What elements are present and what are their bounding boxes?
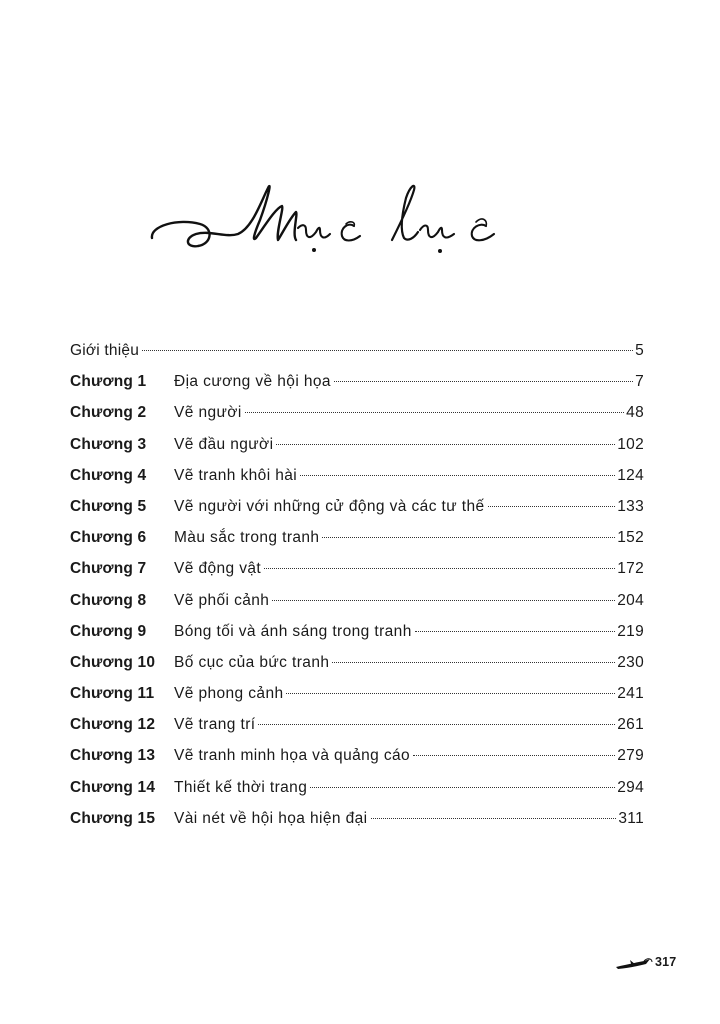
toc-entry <box>70 498 644 529</box>
toc-entry <box>70 623 644 654</box>
toc-entry <box>70 810 644 841</box>
toc-chapter-number: Chương 4 <box>70 466 147 484</box>
toc-entry <box>70 779 644 810</box>
toc-page-number: 5 <box>635 342 644 359</box>
toc-chapter-title: Vẽ đầu người <box>174 435 274 453</box>
toc-chapter-title: Vài nét về hội họa hiện đại <box>174 809 368 827</box>
toc-entry <box>70 747 644 778</box>
toc-entry <box>70 467 644 498</box>
calligraphy-title-icon <box>148 168 538 268</box>
toc-page-number: 241 <box>617 685 644 703</box>
dot-leader <box>264 568 615 569</box>
dot-leader <box>245 412 624 413</box>
toc-chapter-title: Bố cục của bức tranh <box>174 653 330 671</box>
dot-leader <box>415 631 616 632</box>
dot-leader <box>334 381 633 382</box>
toc-chapter-number: Chương 2 <box>70 404 147 422</box>
toc-entry <box>70 592 644 623</box>
toc-chapter-title: Vẽ tranh minh họa và quảng cáo <box>174 747 411 765</box>
toc-chapter-title: Vẽ người với những cử động và các tư thế <box>174 497 485 515</box>
toc-page-number: 311 <box>618 809 644 827</box>
table-of-contents <box>70 342 644 841</box>
toc-chapter-title: Thiết kế thời trang <box>174 778 308 796</box>
toc-page-number: 48 <box>626 404 644 422</box>
toc-chapter-title: Vẽ tranh khôi hài <box>174 466 298 484</box>
toc-page-number: 124 <box>617 466 644 484</box>
toc-chapter-title: Vẽ động vật <box>174 560 262 578</box>
toc-chapter-number: Chương 6 <box>70 529 147 547</box>
dot-leader <box>142 350 633 351</box>
toc-chapter-title: Vẽ phong cảnh <box>174 685 284 703</box>
toc-chapter-title: Địa cương về hội họa <box>174 373 331 391</box>
toc-page-number: 172 <box>617 560 644 578</box>
toc-chapter-title: Bóng tối và ánh sáng trong tranh <box>174 622 412 640</box>
toc-page-number: 279 <box>617 747 644 765</box>
toc-entry <box>70 716 644 747</box>
page-footer <box>614 952 684 974</box>
toc-page-number: 7 <box>635 373 644 391</box>
toc-page-number: 204 <box>617 591 644 609</box>
dot-leader <box>258 724 615 725</box>
dot-leader <box>332 662 615 663</box>
toc-chapter-number: Chương 10 <box>70 653 156 671</box>
toc-chapter-title: Vẽ người <box>174 404 242 422</box>
toc-chapter-number: Chương 1 <box>70 373 147 391</box>
toc-page-number: 219 <box>617 622 644 640</box>
dot-leader <box>371 818 617 819</box>
toc-page-number: 133 <box>617 497 644 515</box>
toc-chapter-title: Vẽ phối cảnh <box>174 591 270 609</box>
toc-entry <box>70 654 644 685</box>
toc-chapter-number: Chương 9 <box>70 622 147 640</box>
toc-page-number: 102 <box>617 435 644 453</box>
toc-entry <box>70 373 644 404</box>
toc-entry <box>70 342 644 373</box>
toc-entry <box>70 404 644 435</box>
dot-leader <box>272 600 615 601</box>
toc-chapter-title: Màu sắc trong tranh <box>174 529 320 547</box>
toc-chapter-number: Chương 3 <box>70 435 147 453</box>
dot-leader <box>310 787 615 788</box>
dot-leader <box>276 444 615 445</box>
dot-leader <box>322 537 615 538</box>
toc-page-number: 230 <box>617 653 644 671</box>
toc-chapter-number: Chương 13 <box>70 747 156 765</box>
dot-leader <box>488 506 616 507</box>
calligraphic-title <box>148 168 538 268</box>
toc-chapter-number: Chương 14 <box>70 778 156 796</box>
toc-chapter-number: Chương 7 <box>70 560 147 578</box>
toc-chapter-title: Giới thiệu <box>70 342 140 359</box>
toc-page-number: 152 <box>617 529 644 547</box>
toc-entry <box>70 685 644 716</box>
toc-chapter-number: Chương 8 <box>70 591 147 609</box>
toc-chapter-number: Chương 12 <box>70 716 156 734</box>
toc-chapter-number: Chương 11 <box>70 685 155 703</box>
page-number: 317 <box>655 955 677 969</box>
toc-entry <box>70 436 644 467</box>
toc-entry <box>70 529 644 560</box>
dot-leader <box>286 693 615 694</box>
toc-page-number: 261 <box>617 716 644 734</box>
toc-page-number: 294 <box>617 778 644 796</box>
dot-leader <box>413 755 615 756</box>
toc-chapter-number: Chương 5 <box>70 497 147 515</box>
pen-nib-ornament-icon <box>614 953 654 973</box>
toc-chapter-number: Chương 15 <box>70 809 156 827</box>
toc-entry <box>70 560 644 591</box>
toc-chapter-title: Vẽ trang trí <box>174 716 256 734</box>
dot-leader <box>300 475 615 476</box>
